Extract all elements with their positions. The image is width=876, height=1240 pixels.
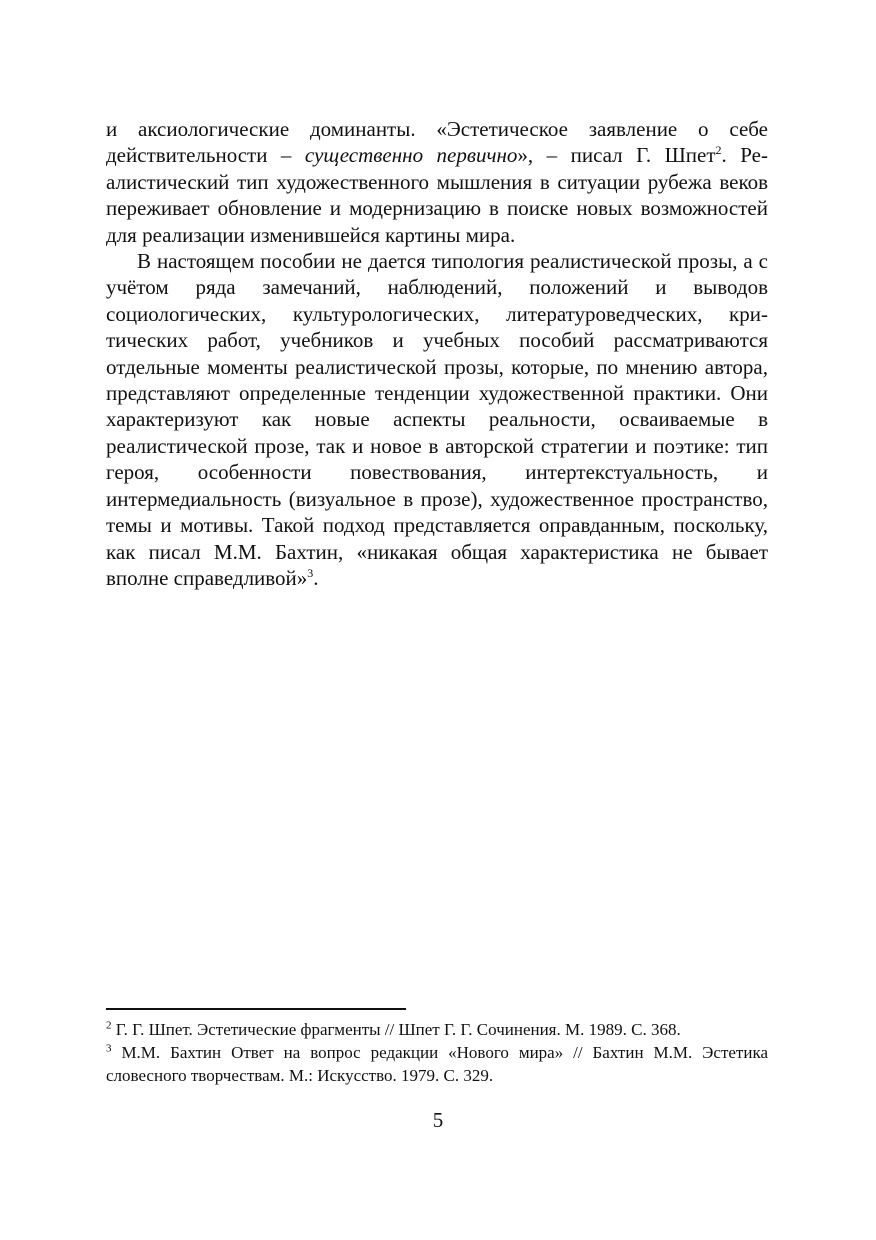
paragraph-1-text-mid: », – писал Г. Шпет bbox=[517, 143, 716, 168]
footnote-ref-3[interactable]: 3 bbox=[307, 565, 314, 580]
footnote-3-text: М.М. Бахтин Ответ на вопрос редакции «Нового мира» // Бахтин М.М. Эстетика словесного творчествам. М.: Искусство. 1979. С. 329. bbox=[106, 1043, 768, 1085]
paragraph-2-text: В настоящем пособии не дается типология реалистической прозы, а с учётом ряда замечаний, наблюдений, положений и выводов социологических, культурологических, литературоведческих, критических работ, учебников и учебных пособий рассматриваются отдельные моменты реалистической прозы, которые, по мнению автора, представляют определенные тенденции художественной практики. Они характеризуют как новые аспекты реальности, осваиваемые в реалистической прозе, так и новое в авторской стратегии и поэтике: тип героя, особенности повествования, интертекстуальность, и интермедиальность (визуальное в прозе), художественное пространство, темы и мотивы. Такой подход представляется оправданным, поскольку, как писал М.М. Бахтин, «никакая общая характеристика не бывает вполне справедливой» bbox=[106, 249, 768, 590]
paragraph-2 bbox=[106, 248, 768, 591]
main-text bbox=[106, 116, 768, 591]
quoted-emphasis: существенно первично bbox=[304, 143, 518, 168]
footnote-3 bbox=[106, 1041, 768, 1087]
footnote-2 bbox=[106, 1018, 768, 1041]
paragraph-1 bbox=[106, 116, 768, 248]
footnote-separator bbox=[106, 1008, 406, 1010]
footnote-3-number: 3 bbox=[106, 1042, 112, 1055]
paragraph-1-text-end: . Реалистический тип художественного мышления в ситуации рубежа веков переживает обновление и модернизацию в поиске новых возможностей для реализации изменившейся картины мира. bbox=[106, 143, 768, 247]
footnote-ref-2[interactable]: 2 bbox=[715, 143, 722, 158]
footnote-2-number: 2 bbox=[106, 1019, 112, 1032]
footnote-2-text: Г. Г. Шпет. Эстетические фрагменты // Шпет Г. Г. Сочинения. М. 1989. С. 368. bbox=[111, 1020, 681, 1039]
footnotes bbox=[106, 1018, 768, 1087]
paragraph-2-end: . bbox=[313, 565, 319, 590]
paragraph-1-text-start: и аксиологические доминанты. «Эстетическое заявление о себе действительности – bbox=[106, 117, 768, 168]
page-number: 5 bbox=[432, 1108, 444, 1132]
